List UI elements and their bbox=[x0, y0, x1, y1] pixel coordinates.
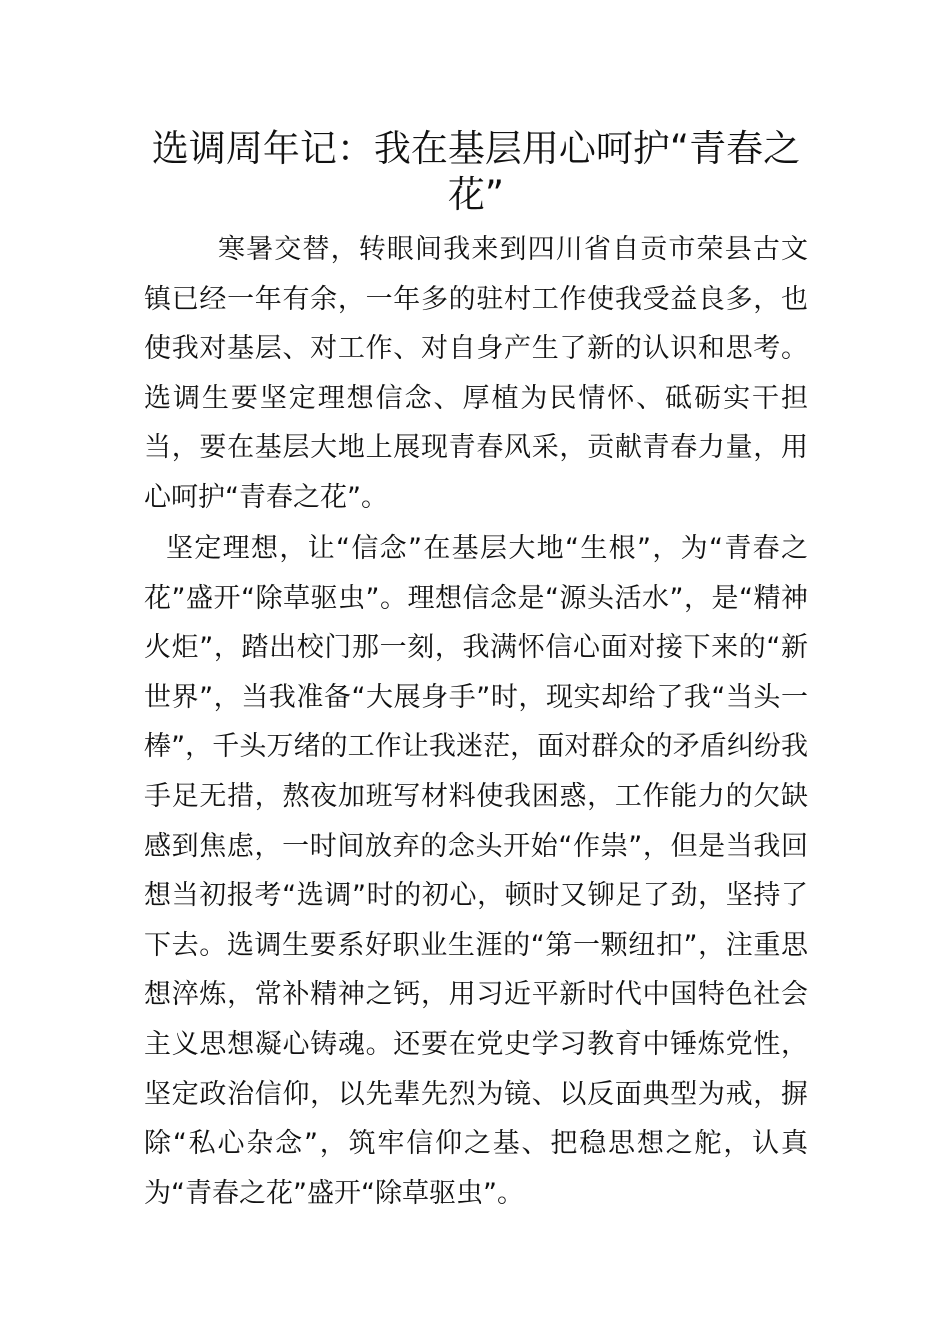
paragraph-intro: 寒暑交替，转眼间我来到四川省自贡市荣县古文镇已经一年有余，一年多的驻村工作使我受益良多，也使我对基层、对工作、对自身产生了新的认识和思考。选调生要坚定理想信念、厚植为民情怀、砥砺实干担当，要在基层大地上展现青春风采，贡献青春力量，用心呵护“青春之花”。 bbox=[144, 234, 808, 513]
paragraph-ideals: 坚定理想，让“信念”在基层大地“生根”，为“青春之花”盛开“除草驱虫”。理想信念是“源头活水”，是“精神火炬”，踏出校门那一刻，我满怀信心面对接下来的“新世界”，当我准备“大展身手”时，现实却给了我“当头一棒”，千头万绪的工作让我迷茫，面对群众的矛盾纠纷我手足无措，熬夜加班写材料使我困惑，工作能力的欠缺感到焦虑，一时间放弃的念头开始“作祟”，但是当我回想当初报考“选调”时的初心，顿时又铆足了劲，坚持了下去。选调生要系好职业生涯的“第一颗纽扣”，注重思想淬炼，常补精神之钙，用习近平新时代中国特色社会主义思想凝心铸魂。还要在党史学习教育中锤炼党性，坚定政治信仰，以先辈先烈为镜、以反面典型为戒，摒除“私心杂念”，筑牢信仰之基、把稳思想之舵，认真为“青春之花”盛开“除草驱虫”。 bbox=[144, 533, 808, 1209]
document-title: 选调周年记：我在基层用心呵护“青春之花” bbox=[151, 127, 801, 216]
